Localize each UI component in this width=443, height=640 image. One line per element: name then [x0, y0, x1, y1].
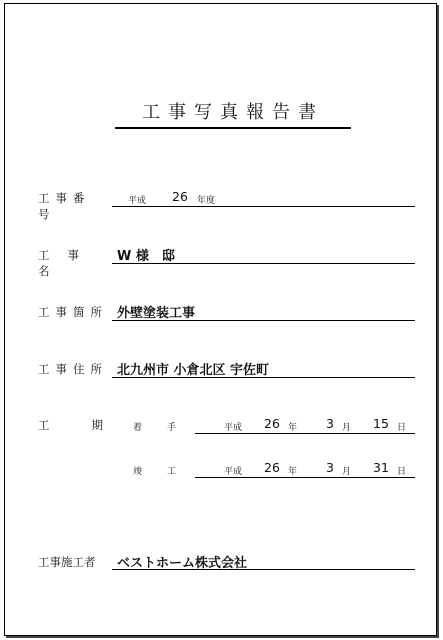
label-text: 工期: [38, 418, 145, 432]
contractor-line: [112, 569, 415, 570]
construction-address-value: 北九州市 小倉北区 宇佐町: [117, 363, 270, 378]
fiscal-year-value: 26: [172, 189, 188, 204]
end-month: 3: [326, 460, 334, 475]
end-year: 26: [264, 460, 280, 475]
construction-name-label: [38, 247, 102, 279]
start-era: 平成: [224, 423, 243, 433]
start-year-unit: 年: [288, 423, 298, 433]
construction-place-value: 外壁塗装工事: [117, 306, 196, 321]
construction-name-value: W 様 邸: [117, 249, 175, 264]
start-date-line: [195, 433, 415, 434]
end-era: 平成: [224, 467, 243, 477]
era-text: 平成: [128, 196, 147, 206]
contractor-value: ベストホーム株式会社: [117, 556, 248, 571]
end-year-unit: 年: [288, 467, 298, 477]
start-month-unit: 月: [342, 423, 352, 433]
contractor-label: [38, 554, 96, 570]
start-label: 着手: [133, 423, 202, 433]
end-day: 31: [373, 460, 389, 475]
label-text: 工事名: [38, 248, 97, 278]
construction-place-label: [38, 304, 108, 320]
fiscal-year-suffix: 年度: [197, 196, 216, 206]
start-day: 15: [373, 416, 389, 431]
end-label: 竣工: [133, 467, 202, 477]
start-month: 3: [326, 416, 334, 431]
start-day-unit: 日: [397, 423, 407, 433]
construction-number-line: [112, 206, 415, 207]
construction-address-line: [112, 377, 415, 378]
construction-period-label: [38, 417, 145, 433]
construction-address-label: [38, 361, 108, 377]
construction-number-label: [38, 190, 102, 222]
end-date-line: [195, 477, 415, 478]
label-text: 工事住所: [38, 362, 108, 376]
label-text: 工事施工者: [38, 555, 96, 569]
label-text: 工事番号: [38, 191, 91, 221]
construction-place-line: [112, 320, 415, 321]
construction-name-line: [112, 263, 415, 264]
label-text: 工事箇所: [38, 305, 108, 319]
end-day-unit: 日: [397, 467, 407, 477]
end-month-unit: 月: [342, 467, 352, 477]
start-year: 26: [264, 416, 280, 431]
document-title: 工事写真報告書: [115, 98, 351, 129]
